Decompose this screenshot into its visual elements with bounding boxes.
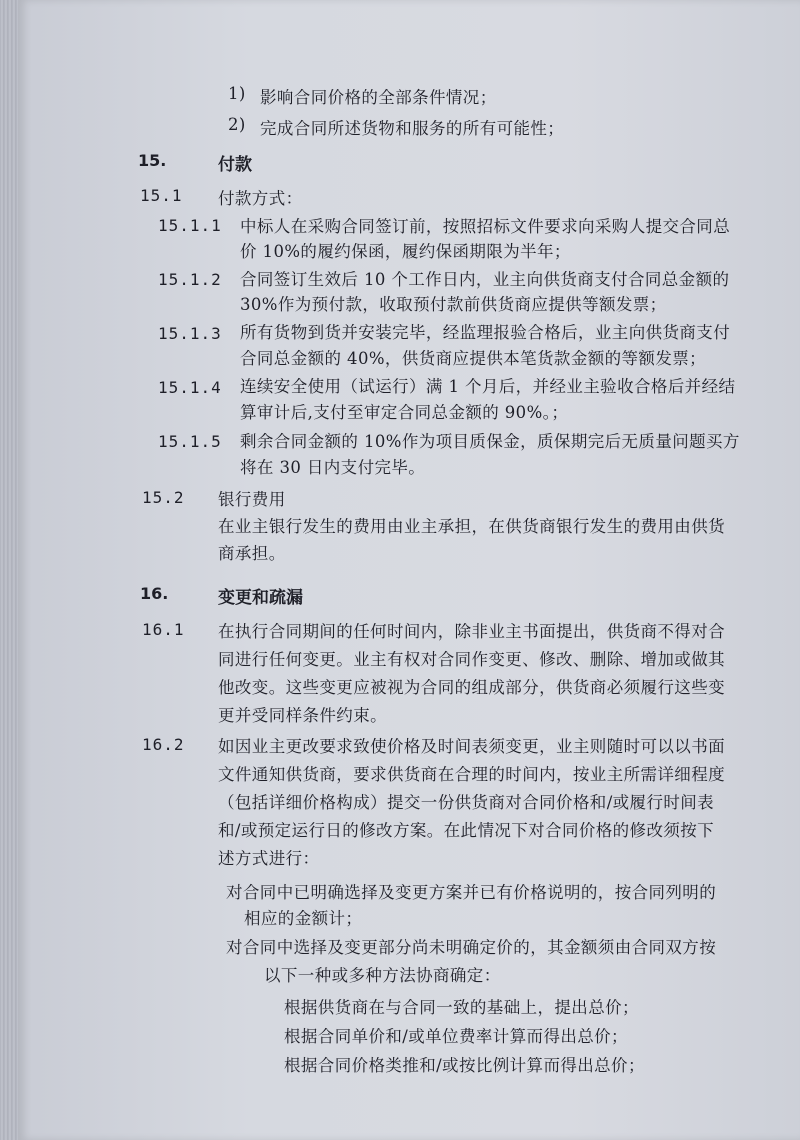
section-title: 付款	[218, 155, 252, 175]
clause-text: 和/或预定运行日的修改方案。在此情况下对合同价格的修改须按下	[218, 821, 715, 840]
subitem-text: 对合同中已明确选择及变更方案并已有价格说明的，按合同列明的	[226, 883, 717, 902]
clause-number: 16.2	[142, 735, 185, 754]
section-number: 15.	[138, 151, 167, 170]
list-text: 完成合同所述货物和服务的所有可能性；	[260, 119, 565, 138]
clause-text: 文件通知供货商，要求供货商在合理的时间内，按业主所需详细程度	[218, 765, 725, 784]
list-label: 1)	[228, 84, 246, 103]
subclause-text: 30%作为预付款，收取预付款前供货商应提供等额发票；	[240, 295, 667, 314]
method-item: 根据合同价格类推和/或按比例计算而得出总价；	[284, 1056, 645, 1075]
section-number: 16.	[140, 584, 169, 603]
clause-text: 同进行任何变更。业主有权对合同作变更、修改、删除、增加或做其	[218, 650, 725, 669]
binding-edge	[0, 0, 18, 1140]
clause-title: 银行费用	[218, 490, 286, 509]
clause-text: 在执行合同期间的任何时间内，除非业主书面提出，供货商不得对合	[218, 622, 725, 641]
subclause-number: 15.1.2	[158, 270, 222, 289]
subclause-number: 15.1.4	[158, 378, 222, 397]
subclause-text: 将在 30 日内支付完毕。	[240, 458, 426, 477]
clause-text: 述方式进行：	[218, 849, 320, 868]
list-text: 影响合同价格的全部条件情况；	[260, 88, 497, 107]
subclause-text: 所有货物到货并安装完毕，经监理报验合格后，业主向供货商支付	[240, 323, 731, 342]
clause-text: （包括详细价格构成）提交一份供货商对合同价格和/或履行时间表	[218, 793, 715, 812]
subclause-number: 15.1.5	[158, 432, 222, 451]
section-title: 变更和疏漏	[218, 588, 303, 608]
clause-number: 15.1	[140, 186, 183, 205]
method-item: 根据供货商在与合同一致的基础上，提出总价；	[284, 998, 639, 1017]
clause-text: 他改变。这些变更应被视为合同的组成部分，供货商必须履行这些变	[218, 678, 725, 697]
subitem-text: 对合同中选择及变更部分尚未明确定价的，其金额须由合同双方按	[226, 938, 717, 957]
clause-number: 16.1	[142, 620, 185, 639]
subitem-text: 相应的金额计；	[244, 909, 363, 928]
clause-title: 付款方式：	[218, 189, 303, 208]
subclause-text: 合同签订生效后 10 个工作日内，业主向供货商支付合同总金额的	[240, 270, 730, 289]
clause-number: 15.2	[142, 488, 185, 507]
clause-text: 商承担。	[218, 544, 286, 563]
clause-text: 如因业主更改要求致使价格及时间表须变更，业主则随时可以以书面	[218, 737, 725, 756]
subclause-number: 15.1.1	[158, 216, 222, 235]
document-page	[18, 0, 800, 1140]
list-label: 2)	[228, 115, 246, 134]
method-item: 根据合同单价和/或单位费率计算而得出总价；	[284, 1027, 628, 1046]
clause-text: 在业主银行发生的费用由业主承担，在供货商银行发生的费用由供货	[218, 517, 725, 536]
subclause-text: 算审计后,支付至审定合同总金额的 90%。；	[240, 403, 569, 422]
subclause-text: 连续安全使用（试运行）满 1 个月后，并经业主验收合格后并经结	[240, 377, 736, 396]
subclause-number: 15.1.3	[158, 324, 222, 343]
subitem-text: 以下一种或多种方法协商确定：	[264, 966, 501, 985]
clause-text: 更并受同样条件约束。	[218, 706, 387, 725]
subclause-text: 剩余合同金额的 10%作为项目质保金，质保期完后无质量问题买方	[240, 432, 740, 451]
subclause-text: 合同总金额的 40%，供货商应提供本笔货款金额的等额发票；	[240, 349, 707, 368]
subclause-text: 中标人在采购合同签订前，按照招标文件要求向采购人提交合同总	[240, 217, 731, 236]
subclause-text: 价 10%的履约保函，履约保函期限为半年；	[240, 242, 571, 261]
